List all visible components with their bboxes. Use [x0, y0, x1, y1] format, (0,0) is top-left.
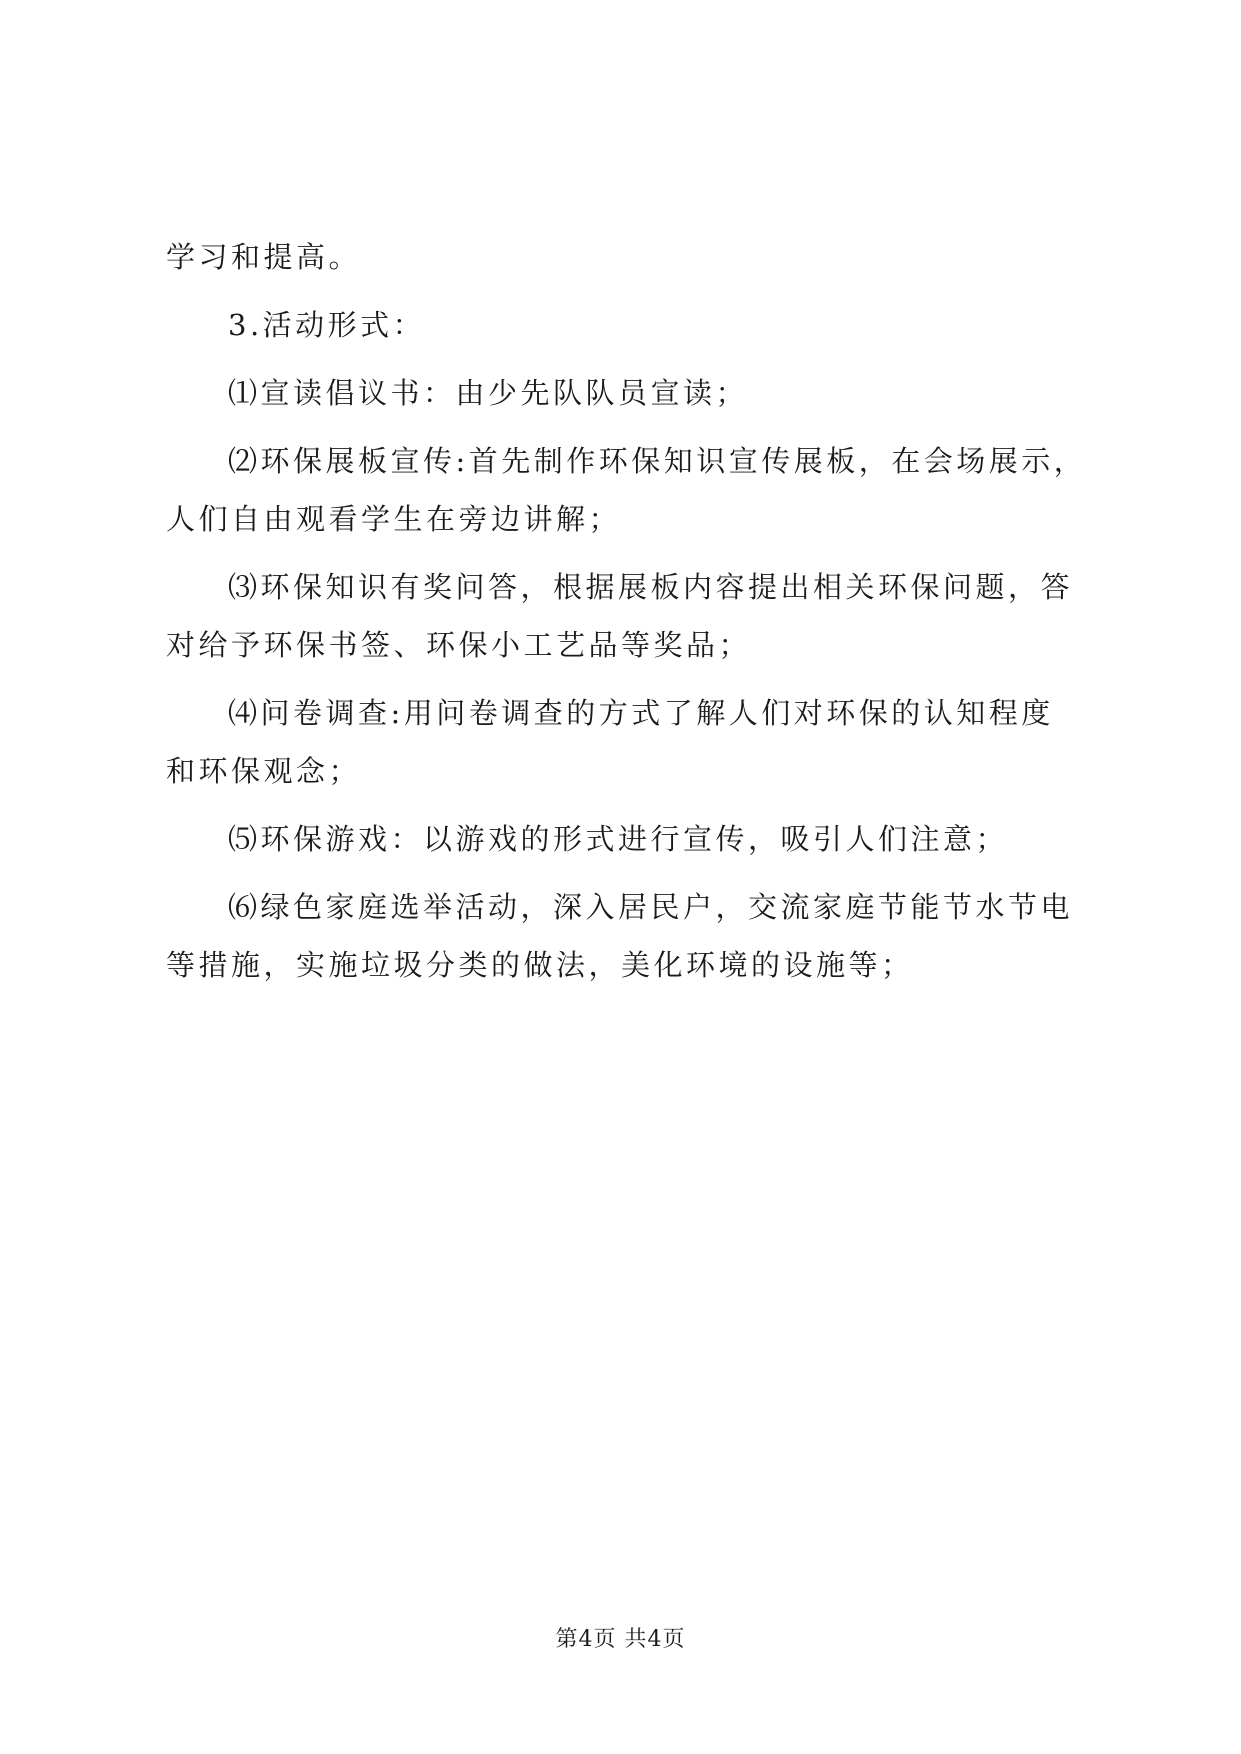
section-heading: 3.活动形式： [228, 308, 426, 342]
list-item-continuation: 和环保观念； [166, 754, 362, 788]
list-item: ⑴宣读倡议书：由少先队队员宣读； [228, 376, 749, 410]
paragraph-line: 学习和提高。 [166, 240, 362, 274]
list-item: ⑹绿色家庭选举活动，深入居民户，交流家庭节能节水节电 [228, 890, 1074, 924]
list-item: ⑵环保展板宣传:首先制作环保知识宣传展板，在会场展示， [228, 444, 1087, 478]
document-body [166, 228, 1086, 994]
list-item: ⑷问卷调查:用问卷调查的方式了解人们对环保的认知程度 [228, 696, 1054, 730]
list-item-continuation: 人们自由观看学生在旁边讲解； [166, 502, 622, 536]
page-footer: 第4页 共4页 [555, 1627, 686, 1652]
list-item-continuation: 对给予环保书签、环保小工艺品等奖品； [166, 628, 752, 662]
list-item: ⑸环保游戏：以游戏的形式进行宣传，吸引人们注意； [228, 822, 1009, 856]
list-item: ⑶环保知识有奖问答，根据展板内容提出相关环保问题，答 [228, 570, 1074, 604]
list-item-continuation: 等措施，实施垃圾分类的做法，美化环境的设施等； [166, 948, 914, 982]
